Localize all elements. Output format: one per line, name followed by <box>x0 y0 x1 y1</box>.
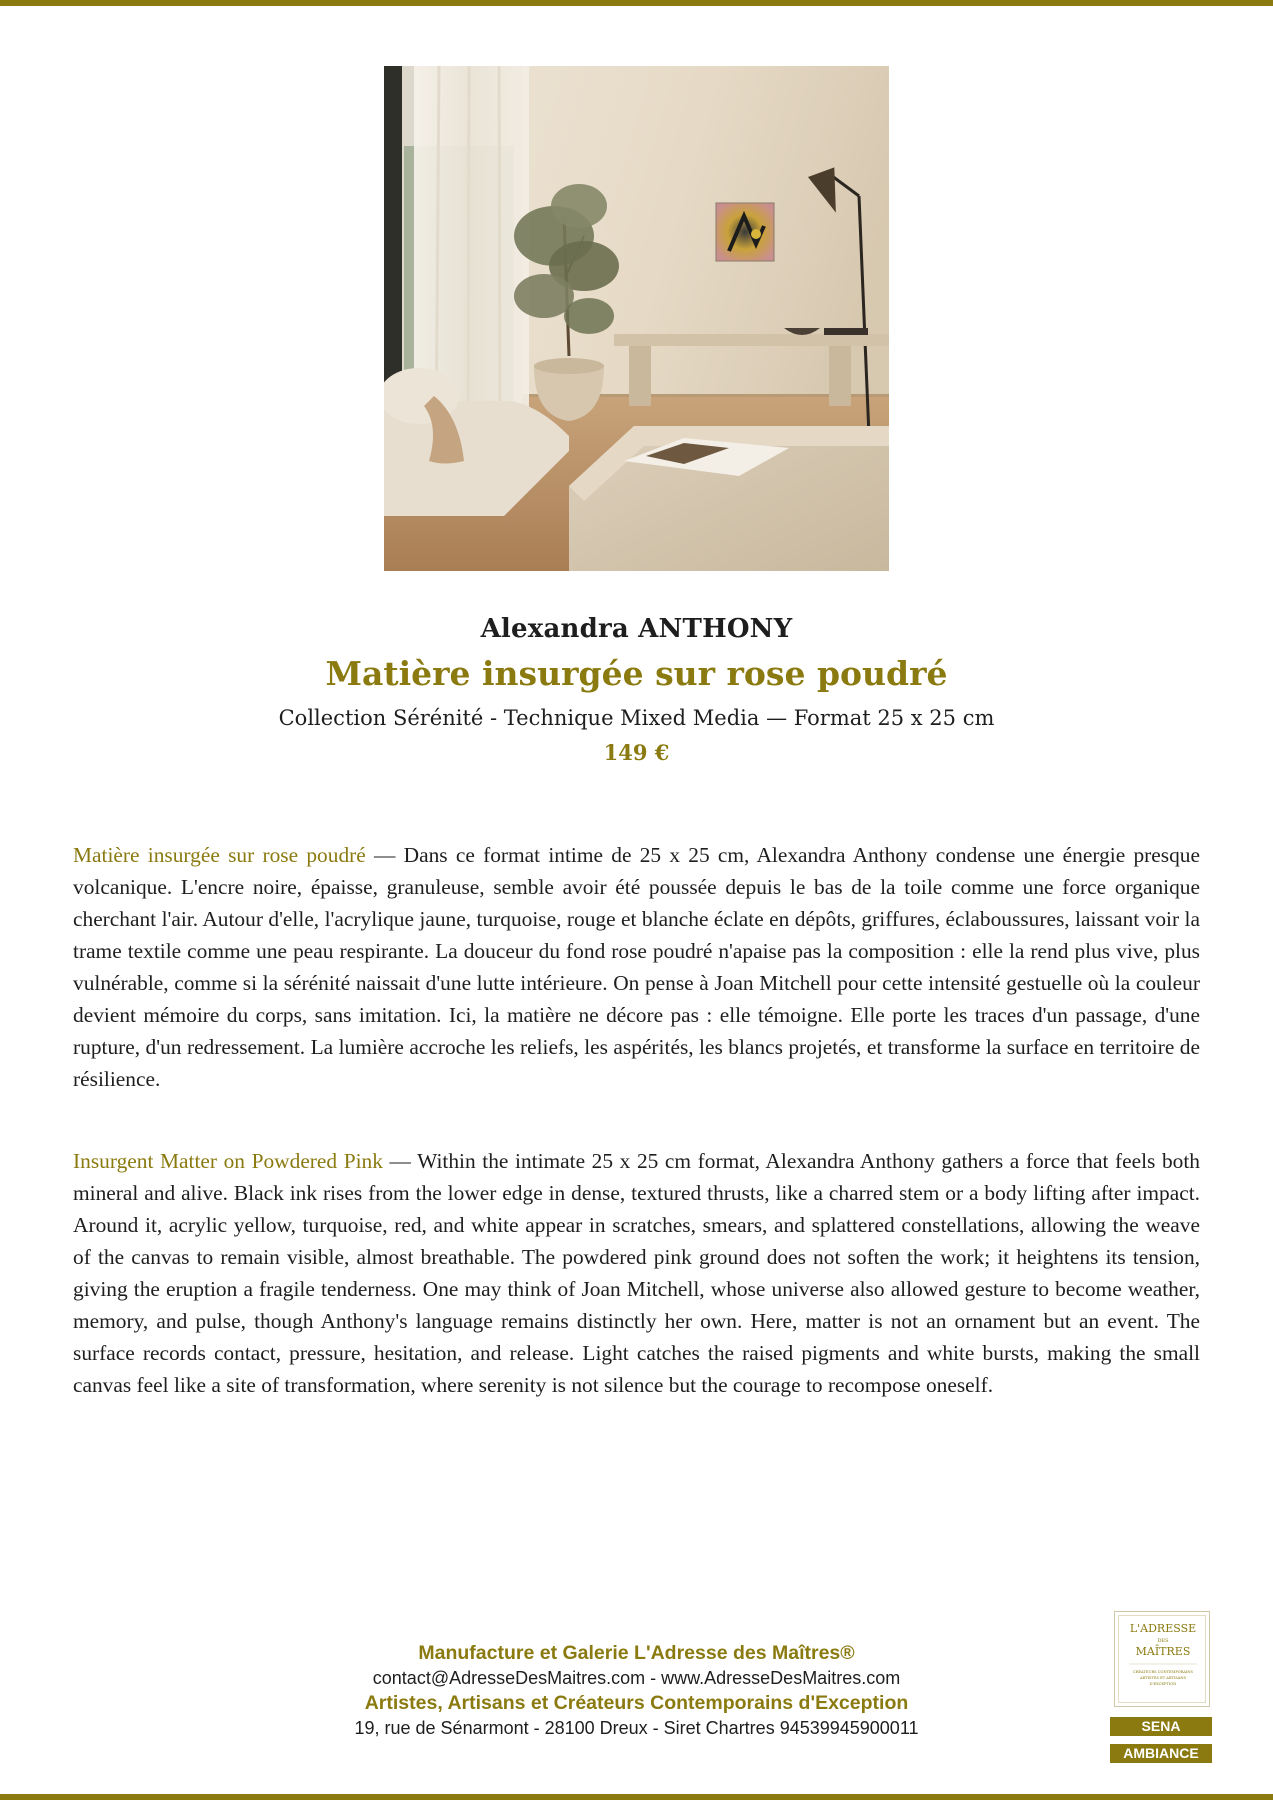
description-french-lead: Matière insurgée sur rose poudré <box>73 843 366 867</box>
description-french <box>73 839 1200 1095</box>
gallery-footer <box>0 1640 1273 1740</box>
gallery-address: 19, rue de Sénarmont - 28100 Dreux - Siret Chartres 94539945900011 <box>354 1718 919 1738</box>
ambiance-badge: AMBIANCE <box>1110 1744 1212 1763</box>
description-english <box>73 1145 1200 1401</box>
description-french-text: — Dans ce format intime de 25 x 25 cm, Alexandra Anthony condense une énergie presque volcanique. L'encre noire, épaisse, granuleuse, semble avoir été poussée depuis le bas de la toile comme une force organique cherchant l'air. Autour d'elle, l'acrylique jaune, turquoise, rouge et blanche éclate en dépôts, griffures, éclaboussures, laissant voir la trame textile comme une peau respirante. La douceur du fond rose poudré n'apaise pas la composition : elle la rend plus vive, plus vulnérable, comme si la sérénité naissait d'une lutte intérieure. On pense à Joan Mitchell pour cette intensité gestuelle où la couleur devient mémoire du corps, sans imitation. Ici, la matière ne décore pas : elle témoigne. Elle porte les traces d'un passage, d'une rupture, d'un redressement. La lumière accroche les reliefs, les aspérités, les blancs projetés, et transforme la surface en territoire de résilience. <box>73 843 1200 1091</box>
top-rule <box>0 0 1273 6</box>
artwork-title: Matière insurgée sur rose poudré <box>325 654 948 693</box>
logo-line-6: D'EXCEPTION <box>1149 1682 1177 1686</box>
logo-line-2: DES <box>1157 1638 1169 1644</box>
logo-line-4: CRÉATEURS CONTEMPORAINS <box>1132 1670 1194 1674</box>
artwork-ambiance-photo <box>384 66 889 571</box>
bottom-rule <box>0 1794 1273 1800</box>
artwork-meta: Collection Sérénité - Technique Mixed Media — Format 25 x 25 cm <box>278 706 995 730</box>
logo-line-5: ARTISTES ET ARTISANS <box>1139 1676 1187 1680</box>
sena-badge: SENA <box>1110 1717 1212 1736</box>
logo-line-3: MAÎTRES <box>1135 1645 1191 1658</box>
logo-line-1: L'ADRESSE <box>1129 1622 1197 1635</box>
description-english-lead: Insurgent Matter on Powdered Pink <box>73 1149 383 1173</box>
gallery-logo <box>1114 1611 1210 1707</box>
artist-name: Alexandra ANTHONY <box>480 614 793 644</box>
gallery-tagline: Artistes, Artisans et Créateurs Contemporains d'Exception <box>364 1692 909 1714</box>
description-english-text: — Within the intimate 25 x 25 cm format, Alexandra Anthony gathers a force that feels both mineral and alive. Black ink rises from the lower edge in dense, textured thrusts, like a charred stem or a body lifting after impact. Around it, acrylic yellow, turquoise, red, and white appear in scratches, smears, and splattered constellations, allowing the weave of the canvas to remain visible, almost breathable. The powdered pink ground does not soften the work; it heightens its tension, giving the eruption a fragile tenderness. One may think of Joan Mitchell, whose universe also allowed gesture to become weather, memory, and pulse, though Anthony's language remains distinctly her own. Here, matter is not an ornament but an event. The surface records contact, pressure, hesitation, and release. Light catches the raised pigments and white bursts, making the small canvas feel like a site of transformation, where serenity is not silence but the courage to recompose oneself. <box>73 1149 1200 1397</box>
gallery-name: Manufacture et Galerie L'Adresse des Maîtres® <box>418 1642 855 1664</box>
gallery-contact: contact@AdresseDesMaitres.com - www.AdresseDesMaitres.com <box>372 1668 901 1688</box>
artwork-price: 149 € <box>603 740 670 765</box>
